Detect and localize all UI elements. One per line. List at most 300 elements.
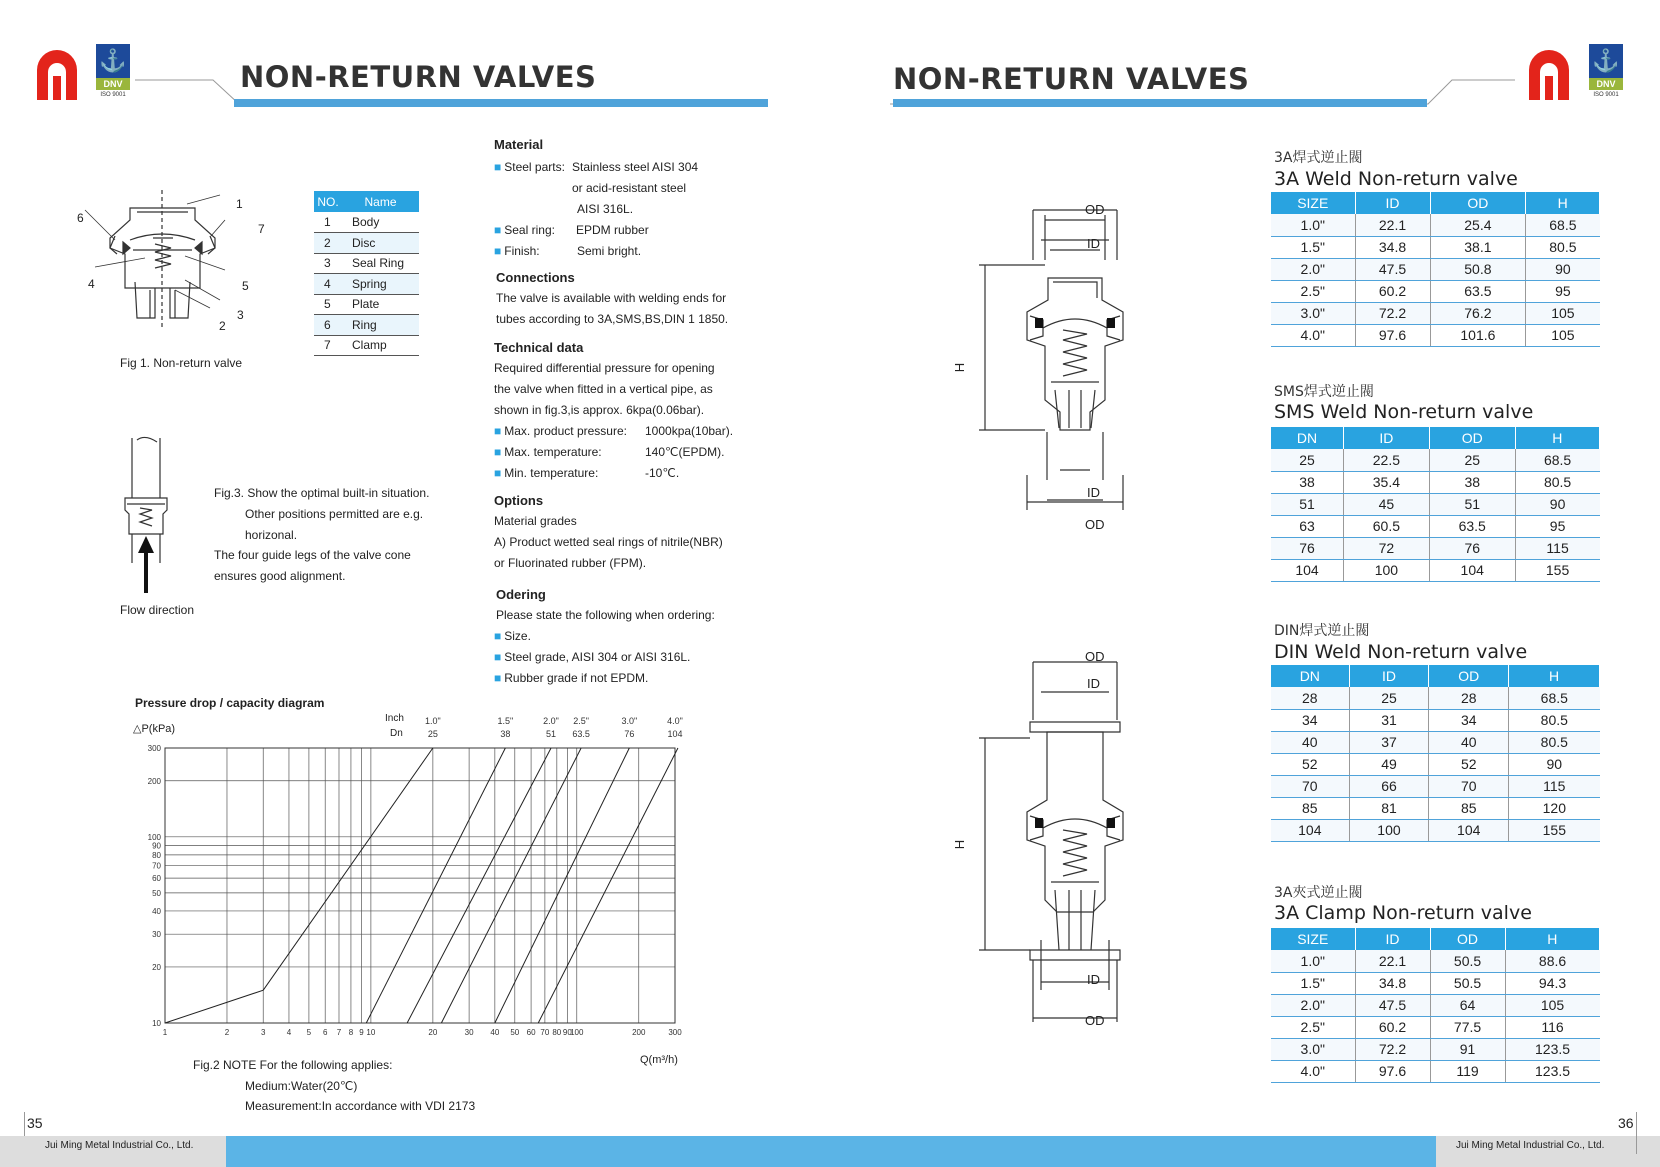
table-row xyxy=(1271,994,1600,1016)
table-cell: 22.1 xyxy=(1355,214,1430,236)
part-no: 3 xyxy=(314,253,342,274)
table-cell: 60.2 xyxy=(1355,280,1430,302)
fig1-callout-3: 3 xyxy=(237,308,244,322)
technical-line-2: the valve when fitted in a vertical pipe, as xyxy=(494,382,713,396)
fig1-caption: Fig 1. Non-return valve xyxy=(120,356,243,370)
bullet-icon: ■ xyxy=(494,445,502,459)
page-title-left: NON-RETURN VALVES xyxy=(240,60,597,94)
table-cell: 91 xyxy=(1430,1038,1505,1060)
table-cell: 66 xyxy=(1349,775,1429,797)
table-cell: 94.3 xyxy=(1505,972,1599,994)
series-line xyxy=(441,748,581,1023)
page-number-right: 36 xyxy=(1618,1115,1634,1131)
column-header: H xyxy=(1509,665,1600,687)
fig3-text-3: horizonal. xyxy=(245,528,298,542)
series-line xyxy=(366,748,505,1023)
y-tick-label: 30 xyxy=(152,930,161,940)
series-inch-label: 4.0" xyxy=(667,716,683,726)
plot-frame xyxy=(165,748,675,1023)
series-line xyxy=(165,748,433,1023)
table-row xyxy=(1271,797,1600,819)
title-underline-left xyxy=(234,99,768,107)
table-cell: 34.8 xyxy=(1355,236,1430,258)
series-dn-label: 104 xyxy=(667,729,683,739)
table-cell: 2.5" xyxy=(1271,1016,1355,1038)
fig1-callout-4: 4 xyxy=(88,277,95,291)
dnv-certification-logo-right xyxy=(1589,44,1623,100)
x-tick-label: 8 xyxy=(348,1028,354,1037)
column-header: ID xyxy=(1349,665,1429,687)
table-row xyxy=(1271,258,1600,280)
diagram-ylabel: △P(kPa) xyxy=(133,723,176,735)
title-underline-right xyxy=(893,99,1427,107)
y-tick-label: 300 xyxy=(147,744,161,753)
table-cell: 64 xyxy=(1430,994,1505,1016)
table-cell: 38 xyxy=(1271,471,1343,493)
table-sms-weld xyxy=(1271,427,1600,582)
part-no: 5 xyxy=(314,294,342,315)
series-dn-label: 51 xyxy=(546,729,557,739)
table-row xyxy=(1271,324,1600,346)
fig1-callout-2: 2 xyxy=(219,319,226,333)
fig3-pipe-drawing xyxy=(115,438,185,598)
weld-valve-drawing xyxy=(952,200,1215,540)
table-cell: 104 xyxy=(1271,559,1343,581)
series-dn-label: 63.5 xyxy=(572,729,590,739)
series-dn-label: 76 xyxy=(624,729,635,739)
table-row xyxy=(1271,236,1600,258)
table-cell: 155 xyxy=(1515,559,1599,581)
table-cell: 52 xyxy=(1271,753,1349,775)
table-cell: 2.0" xyxy=(1271,994,1355,1016)
footer-blue-band xyxy=(226,1136,1436,1167)
table-din-weld xyxy=(1271,665,1600,842)
part-name: Plate xyxy=(342,294,419,315)
table-cell: 72.2 xyxy=(1355,1038,1430,1060)
table-cell: 116 xyxy=(1505,1016,1599,1038)
series-inch-label: 3.0" xyxy=(621,716,638,726)
steel-parts-row xyxy=(494,161,565,173)
clamp-h-label: H xyxy=(952,839,968,850)
y-tick-label: 20 xyxy=(152,962,161,972)
part-name: Ring xyxy=(342,315,419,336)
table-cell: 22.1 xyxy=(1355,950,1430,972)
diagram-xlabel: Q(m³/h) xyxy=(640,1054,678,1066)
fig1-callout-1: 1 xyxy=(236,197,243,211)
column-header: H xyxy=(1505,928,1599,950)
column-header: SIZE xyxy=(1271,192,1355,214)
column-header: OD xyxy=(1430,928,1505,950)
clamp-od-top-label: OD xyxy=(1085,649,1105,664)
fig3-text-4: The four guide legs of the valve cone xyxy=(214,548,411,562)
table-cell: 80.5 xyxy=(1509,731,1600,753)
column-header: ID xyxy=(1343,427,1429,449)
table-cell: 95 xyxy=(1526,280,1600,302)
x-tick-label: 9 xyxy=(359,1028,364,1037)
technical-heading: Technical data xyxy=(494,340,584,355)
diagram-inch-label: Inch xyxy=(385,713,404,724)
table-cell: 40 xyxy=(1271,731,1349,753)
dnv-brand-text: DNV xyxy=(1589,78,1623,90)
table-cell: 52 xyxy=(1429,753,1509,775)
options-heading: Options xyxy=(494,493,544,508)
table-cell: 120 xyxy=(1509,797,1600,819)
column-header: ID xyxy=(1355,192,1430,214)
x-tick-label: 1 xyxy=(162,1028,168,1037)
fig1-callout-6: 6 xyxy=(77,211,84,225)
table-cell: 31 xyxy=(1349,709,1429,731)
y-tick-label: 60 xyxy=(152,874,161,884)
table-cell: 25 xyxy=(1271,449,1343,471)
weld-od-top-label: OD xyxy=(1085,202,1105,217)
x-tick-label: 7 xyxy=(336,1028,342,1037)
steel-parts-label: Steel parts: xyxy=(504,160,565,174)
column-header: OD xyxy=(1429,665,1509,687)
series-inch-label: 1.0" xyxy=(425,716,441,726)
part-name: Clamp xyxy=(342,335,419,356)
table-row xyxy=(1271,950,1600,972)
part-no: 4 xyxy=(314,274,342,295)
table-cell: 88.6 xyxy=(1505,950,1599,972)
steel-line-1: Stainless steel AISI 304 xyxy=(572,160,699,174)
finish-value: Semi bright. xyxy=(577,244,642,258)
max-pressure-value: 1000kpa(10bar). xyxy=(645,424,734,438)
table-3a-clamp-title-en: 3A Clamp Non-return valve xyxy=(1274,902,1532,924)
table-cell: 25 xyxy=(1429,449,1515,471)
table-cell: 70 xyxy=(1271,775,1349,797)
bullet-icon: ■ xyxy=(494,424,502,438)
table-cell: 51 xyxy=(1271,493,1343,515)
x-tick-label: 30 xyxy=(464,1028,474,1037)
x-tick-label: 80 xyxy=(552,1028,562,1037)
page-number-left: 35 xyxy=(27,1115,43,1131)
table-cell: 4.0" xyxy=(1271,1060,1355,1082)
x-tick-label: 2 xyxy=(224,1028,230,1037)
fig1-callout-7: 7 xyxy=(258,222,265,236)
weld-od-bottom-label: OD xyxy=(1085,517,1105,532)
column-header: OD xyxy=(1430,192,1526,214)
finish-row xyxy=(494,245,540,257)
y-tick-label: 200 xyxy=(147,776,161,786)
table-cell: 38 xyxy=(1429,471,1515,493)
y-tick-label: 50 xyxy=(152,888,161,898)
flow-direction-label: Flow direction xyxy=(120,603,195,617)
finish-label: Finish: xyxy=(504,244,540,258)
table-cell: 2.0" xyxy=(1271,258,1355,280)
table-cell: 63.5 xyxy=(1430,280,1526,302)
table-cell: 2.5" xyxy=(1271,280,1355,302)
x-tick-label: 70 xyxy=(540,1028,550,1037)
pressure-drop-chart xyxy=(147,705,710,1053)
table-cell: 77.5 xyxy=(1430,1016,1505,1038)
table-row xyxy=(1271,515,1600,537)
clamp-valve-drawing xyxy=(952,650,1215,1040)
table-cell: 72.2 xyxy=(1355,302,1430,324)
ordering-intro: Please state the following when ordering: xyxy=(496,608,715,622)
table-row xyxy=(1271,1060,1600,1082)
company-logo-left xyxy=(34,46,80,102)
clamp-id-bottom-label: ID xyxy=(1087,972,1100,987)
table-cell: 80.5 xyxy=(1526,236,1600,258)
table-cell: 49 xyxy=(1349,753,1429,775)
table-cell: 37 xyxy=(1349,731,1429,753)
steel-line-3: AISI 316L. xyxy=(577,202,634,216)
bullet-icon: ■ xyxy=(494,160,502,174)
part-no: 6 xyxy=(314,315,342,336)
y-tick-label: 40 xyxy=(152,906,161,916)
table-cell: 85 xyxy=(1271,797,1349,819)
table-cell: 34 xyxy=(1429,709,1509,731)
column-header: DN xyxy=(1271,427,1343,449)
ordering-item-1 xyxy=(494,630,531,642)
table-cell: 1.0" xyxy=(1271,214,1355,236)
table-cell: 97.6 xyxy=(1355,324,1430,346)
table-row xyxy=(1271,687,1600,709)
table-row xyxy=(1271,449,1600,471)
table-cell: 115 xyxy=(1515,537,1599,559)
series-line xyxy=(538,748,678,1023)
ordering-heading: Odering xyxy=(496,587,546,602)
table-row xyxy=(1271,280,1600,302)
table-cell: 4.0" xyxy=(1271,324,1355,346)
fig1-callout-5: 5 xyxy=(242,279,249,293)
iso-cert-text: ISO 9001 xyxy=(100,92,126,98)
table-cell: 3.0" xyxy=(1271,302,1355,324)
table-cell: 34.8 xyxy=(1355,972,1430,994)
series-dn-label: 38 xyxy=(500,729,511,739)
footer-tick-right xyxy=(1636,1112,1637,1154)
column-header: OD xyxy=(1429,427,1515,449)
table-cell: 90 xyxy=(1515,493,1599,515)
ordering-item-2 xyxy=(494,651,690,663)
steel-line-2: or acid-resistant steel xyxy=(572,181,687,195)
table-cell: 123.5 xyxy=(1505,1060,1599,1082)
table-cell: 155 xyxy=(1509,819,1600,841)
fig3-text-1: Fig.3. Show the optimal built-in situation. xyxy=(214,486,430,500)
x-tick-label: 60 xyxy=(526,1028,536,1037)
parts-header-name: Name xyxy=(342,191,419,212)
page-title-right: NON-RETURN VALVES xyxy=(893,62,1250,96)
table-cell: 28 xyxy=(1429,687,1509,709)
series-inch-label: 2.5" xyxy=(573,716,589,726)
options-line-1: Material grades xyxy=(494,514,577,528)
x-tick-label: 20 xyxy=(428,1028,438,1037)
table-row xyxy=(1271,1016,1600,1038)
table-cell: 104 xyxy=(1271,819,1349,841)
x-tick-label: 5 xyxy=(306,1028,312,1037)
table-cell: 1.5" xyxy=(1271,972,1355,994)
table-cell: 45 xyxy=(1343,493,1429,515)
seal-ring-value: EPDM rubber xyxy=(576,223,649,237)
footer-company-right: Jui Ming Metal Industrial Co., Ltd. xyxy=(1456,1140,1605,1151)
x-tick-label: 300 xyxy=(668,1028,682,1037)
table-cell: 100 xyxy=(1343,559,1429,581)
company-logo-right xyxy=(1526,46,1572,102)
x-tick-label: 40 xyxy=(490,1028,500,1037)
y-tick-label: 10 xyxy=(152,1019,161,1028)
max-temp-value: 140℃(EPDM). xyxy=(645,445,725,459)
min-temp-value: -10℃. xyxy=(645,466,680,480)
table-cell: 76 xyxy=(1271,537,1343,559)
table-cell: 76.2 xyxy=(1430,302,1526,324)
series-line xyxy=(407,748,551,1023)
part-name: Body xyxy=(342,212,419,233)
clamp-id-top-label: ID xyxy=(1087,676,1100,691)
table-cell: 1.0" xyxy=(1271,950,1355,972)
diagram-note-3: Measurement:In accordance with VDI 2173 xyxy=(245,1099,476,1113)
table-cell: 95 xyxy=(1515,515,1599,537)
table-cell: 80.5 xyxy=(1515,471,1599,493)
footer-company-left: Jui Ming Metal Industrial Co., Ltd. xyxy=(45,1140,194,1151)
table-cell: 104 xyxy=(1429,819,1509,841)
fig1-valve-drawing xyxy=(75,190,275,340)
max-temp-label: Max. temperature: xyxy=(504,445,602,459)
ordering-item-3 xyxy=(494,672,648,684)
clamp-od-bottom-label: OD xyxy=(1085,1013,1105,1028)
table-cell: 40 xyxy=(1429,731,1509,753)
table-row xyxy=(314,335,419,356)
table-cell: 85 xyxy=(1429,797,1509,819)
bullet-icon: ■ xyxy=(494,223,502,237)
table-cell: 1.5" xyxy=(1271,236,1355,258)
table-cell: 72 xyxy=(1343,537,1429,559)
diagram-note-2: Medium:Water(20℃) xyxy=(245,1079,358,1093)
table-cell: 105 xyxy=(1526,302,1600,324)
column-header: H xyxy=(1526,192,1600,214)
table-row xyxy=(1271,537,1600,559)
bullet-icon: ■ xyxy=(494,650,502,664)
part-no: 7 xyxy=(314,335,342,356)
ordering-item-text: Rubber grade if not EPDM. xyxy=(504,671,649,685)
column-header: H xyxy=(1515,427,1599,449)
series-inch-label: 2.0" xyxy=(543,716,559,726)
x-tick-label: 50 xyxy=(510,1028,520,1037)
max-pressure-row xyxy=(494,425,627,437)
dnv-certification-logo-left xyxy=(96,44,130,100)
fig3-text-2: Other positions permitted are e.g. xyxy=(245,507,424,521)
x-tick-label: 3 xyxy=(261,1028,266,1037)
table-cell: 104 xyxy=(1429,559,1515,581)
material-heading: Material xyxy=(494,137,544,152)
weld-id-bottom-label: ID xyxy=(1087,485,1100,500)
anchor-icon: ⚓ xyxy=(1589,44,1623,78)
x-tick-label: 100 xyxy=(570,1028,584,1037)
table-cell: 90 xyxy=(1509,753,1600,775)
diagram-dn-label: Dn xyxy=(390,728,403,739)
part-name: Disc xyxy=(342,233,419,254)
options-line-3: or Fluorinated rubber (FPM). xyxy=(494,556,647,570)
series-dn-label: 25 xyxy=(427,729,438,739)
table-cell: 47.5 xyxy=(1355,258,1430,280)
table-cell: 68.5 xyxy=(1509,687,1600,709)
table-3a-clamp xyxy=(1271,928,1600,1083)
table-row xyxy=(1271,753,1600,775)
table-row xyxy=(1271,731,1600,753)
connections-line-1: The valve is available with welding ends for xyxy=(496,291,727,305)
table-din-weld-title-cn: DIN焊式逆止閥 xyxy=(1274,623,1370,639)
table-cell: 81 xyxy=(1349,797,1429,819)
table-cell: 68.5 xyxy=(1526,214,1600,236)
table-row xyxy=(314,315,419,336)
seal-ring-label: Seal ring: xyxy=(504,223,555,237)
dnv-brand-text: DNV xyxy=(96,78,130,90)
table-row xyxy=(1271,819,1600,841)
table-cell: 101.6 xyxy=(1430,324,1526,346)
table-cell: 60.5 xyxy=(1343,515,1429,537)
table-cell: 35.4 xyxy=(1343,471,1429,493)
part-name: Spring xyxy=(342,274,419,295)
table-cell: 63.5 xyxy=(1429,515,1515,537)
bullet-icon: ■ xyxy=(494,629,502,643)
column-header: DN xyxy=(1271,665,1349,687)
table-cell: 28 xyxy=(1271,687,1349,709)
iso-cert-text: ISO 9001 xyxy=(1593,92,1619,98)
table-cell: 51 xyxy=(1429,493,1515,515)
table-cell: 76 xyxy=(1429,537,1515,559)
weld-id-top-label: ID xyxy=(1087,236,1100,251)
table-3a-weld xyxy=(1271,192,1600,347)
x-tick-label: 10 xyxy=(366,1028,376,1037)
table-cell: 105 xyxy=(1505,994,1599,1016)
seal-ring-row xyxy=(494,224,555,236)
table-cell: 90 xyxy=(1526,258,1600,280)
ordering-item-text: Size. xyxy=(504,629,531,643)
part-no: 2 xyxy=(314,233,342,254)
weld-h-label: H xyxy=(952,362,968,373)
table-row xyxy=(314,253,419,274)
parts-header-no: NO. xyxy=(314,191,342,212)
max-temp-row xyxy=(494,446,602,458)
column-header: SIZE xyxy=(1271,928,1355,950)
y-tick-label: 70 xyxy=(152,861,161,871)
options-line-2: A) Product wetted seal rings of nitrile(NBR) xyxy=(494,535,723,549)
ordering-item-text: Steel grade, AISI 304 or AISI 316L. xyxy=(504,650,691,664)
bullet-icon: ■ xyxy=(494,466,502,480)
x-tick-label: 90 xyxy=(562,1028,572,1037)
column-header: ID xyxy=(1355,928,1430,950)
part-name: Seal Ring xyxy=(342,253,419,274)
parts-table xyxy=(314,191,419,356)
table-cell: 50.8 xyxy=(1430,258,1526,280)
table-3a-weld-title-en: 3A Weld Non-return valve xyxy=(1274,168,1518,190)
table-row xyxy=(1271,493,1600,515)
table-3a-weld-title-cn: 3A焊式逆止閥 xyxy=(1274,150,1363,166)
fig3-text-5: ensures good alignment. xyxy=(214,569,346,583)
x-tick-label: 4 xyxy=(286,1028,292,1037)
table-cell: 47.5 xyxy=(1355,994,1430,1016)
min-temp-label: Min. temperature: xyxy=(504,466,599,480)
table-din-weld-title-en: DIN Weld Non-return valve xyxy=(1274,641,1528,663)
y-tick-label: 100 xyxy=(147,832,161,842)
diagram-heading: Pressure drop / capacity diagram xyxy=(135,696,325,710)
table-cell: 70 xyxy=(1429,775,1509,797)
table-cell: 105 xyxy=(1526,324,1600,346)
table-cell: 50.5 xyxy=(1430,950,1505,972)
table-cell: 50.5 xyxy=(1430,972,1505,994)
table-cell: 97.6 xyxy=(1355,1060,1430,1082)
table-row xyxy=(1271,214,1600,236)
table-cell: 25.4 xyxy=(1430,214,1526,236)
table-row xyxy=(1271,471,1600,493)
technical-line-1: Required differential pressure for opening xyxy=(494,361,715,375)
table-row xyxy=(1271,709,1600,731)
table-row xyxy=(314,274,419,295)
table-cell: 119 xyxy=(1430,1060,1505,1082)
table-cell: 3.0" xyxy=(1271,1038,1355,1060)
anchor-icon: ⚓ xyxy=(96,44,130,78)
bullet-icon: ■ xyxy=(494,244,502,258)
connections-line-2: tubes according to 3A,SMS,BS,DIN 1 1850. xyxy=(496,312,729,326)
